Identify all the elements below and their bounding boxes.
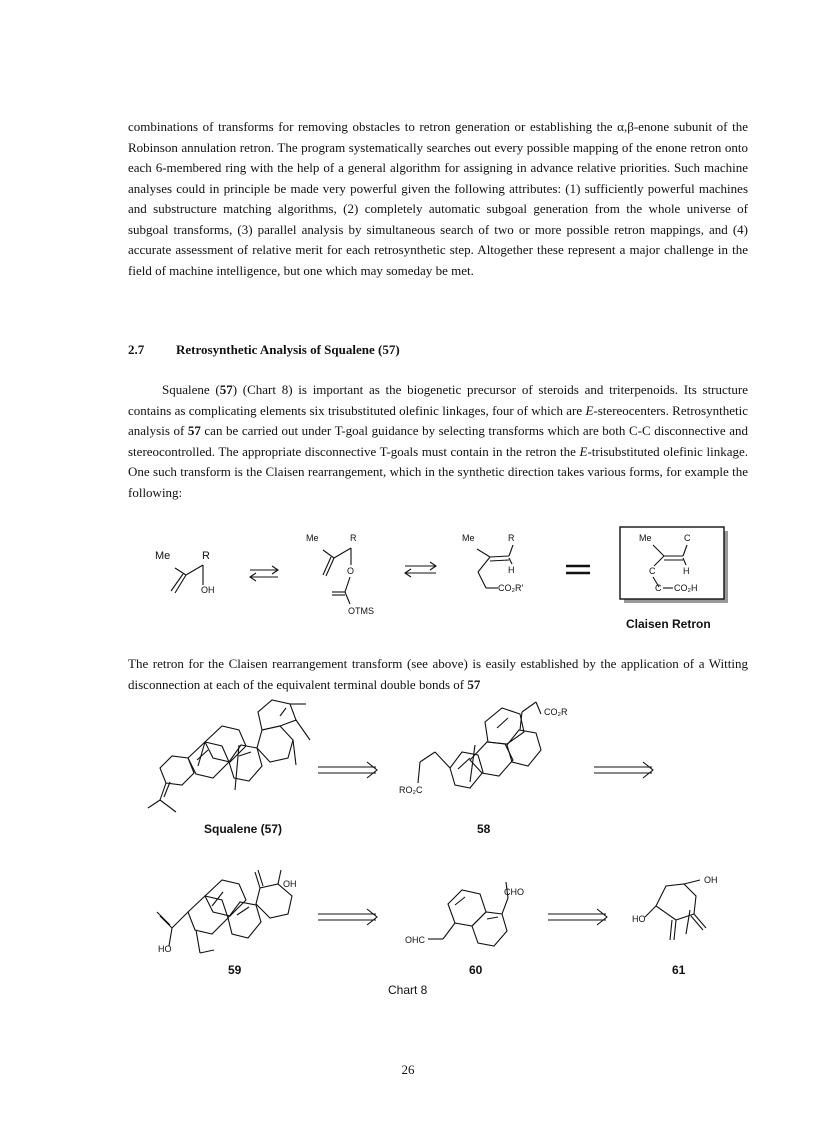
retron-equals-sign [566,566,590,573]
label-cho: CHO [504,887,524,897]
body-paragraph-1: combinations of transforms for removing obstacles to retron generation or establishing the α,β-enone subunit of the Robinson annulation retron. The program systematically searches out every possible mapping of the enone retron onto each 6-membered ring with the help of a general algorithm for assigning in advance relative priorities. Such machine analyses could in principle be made very powerful given the following attributes: (1) sufficiently powerful machines and substructure matching algorithms, (2) completely automatic subgoal generation from the whole universe of subgoal transforms, (3) parallel analysis by simultaneous search of two or more possible retron mappings, and (4) accurate assessment of relative merit for each retrosynthetic step. Altogether these represent a major challenge in the field of machine intelligence, but one which may someday be met. [128,119,748,278]
label-me: Me [155,550,171,562]
label-r: R [508,533,515,543]
retro-arrow-3 [318,909,377,925]
italic-e: E [579,443,588,459]
compound-ref: 57 [187,423,201,438]
italic-e: E [585,402,594,418]
retro-arrow-4 [548,909,607,925]
text-run: can be carried out under T-goal guidance by selecting transforms which are both C-C disconnective and stereocontrolled. The appropriate disconnective T-goals must contain in the retron the [128,423,749,459]
allylic-alcohol-structure [155,550,215,595]
label-oh: OH [201,585,215,595]
label-h: H [508,565,515,575]
label-ohc: OHC [405,935,425,945]
label-ho: HO [632,914,646,924]
text-run: -trisubstituted olefinic linkage. One such transform is the Claisen rearrangement, which in the synthetic direction takes various forms, for example the following: [128,443,748,500]
label-ro2c: RO₂C [399,785,423,795]
equilibrium-arrow-2 [405,562,436,577]
section-number: 2.7 [128,342,145,357]
label-oh: OH [283,879,297,889]
label-o: O [347,566,355,576]
compound-label-58: 58 [477,822,491,836]
compound-61-structure [632,875,718,940]
label-co2r-prime: CO₂R′ [498,583,524,593]
label-c: C [655,583,662,593]
unsaturated-ester-structure [462,533,523,593]
chart-caption: Chart 8 [388,983,428,997]
label-me: Me [306,533,319,543]
compound-59-structure [157,870,297,954]
label-co2h: CO₂H [674,583,698,593]
chart-8-structures [0,690,816,990]
label-otms: OTMS [348,606,374,616]
page-number: 26 [401,1062,415,1077]
body-paragraph-2 [128,380,748,503]
label-r: R [202,550,210,562]
retro-arrow-1 [318,762,377,778]
label-co2r: CO₂R [544,707,568,717]
label-oh: OH [704,875,718,885]
text-run: The retron for the Claisen rearrangement transform (see above) is easily established by the application of a Witting disconnection at each of the equivalent terminal double bonds of [128,656,748,692]
label-ho: HO [158,944,172,954]
compound-ref: 57 [467,676,481,692]
body-paragraph-3 [128,654,748,695]
text-run: Squalene ( [162,382,220,397]
label-c: C [684,533,691,543]
section-heading [128,342,400,358]
squalene-structure [148,700,310,812]
label-r: R [350,533,357,543]
text-run: -stereocenters. Retrosynthetic analysis of [128,402,748,438]
equilibrium-arrow-1 [250,566,278,581]
claisen-retron-box [620,527,728,603]
retro-arrow-2 [594,762,653,778]
label-c: C [649,566,656,576]
compound-58-structure [399,702,568,795]
compound-label-57: Squalene (57) [204,822,283,836]
label-h: H [683,566,690,576]
section-title: Retrosynthetic Analysis of Squalene (57) [176,342,400,357]
compound-label-61: 61 [672,963,686,977]
compound-60-structure [405,882,524,946]
compound-label-60: 60 [469,963,483,977]
label-me: Me [639,533,652,543]
label-me: Me [462,533,475,543]
retron-caption: Claisen Retron [626,617,711,631]
compound-ref: 57 [219,382,233,397]
ketene-acetal-structure [306,533,374,616]
compound-label-59: 59 [228,963,242,977]
text-run: ) (Chart 8) is important as the biogenetic precursor of steroids and triterpenoids. Its structure contains as complicating elements six trisubstituted olefinic linkages, four of which are [128,382,748,418]
